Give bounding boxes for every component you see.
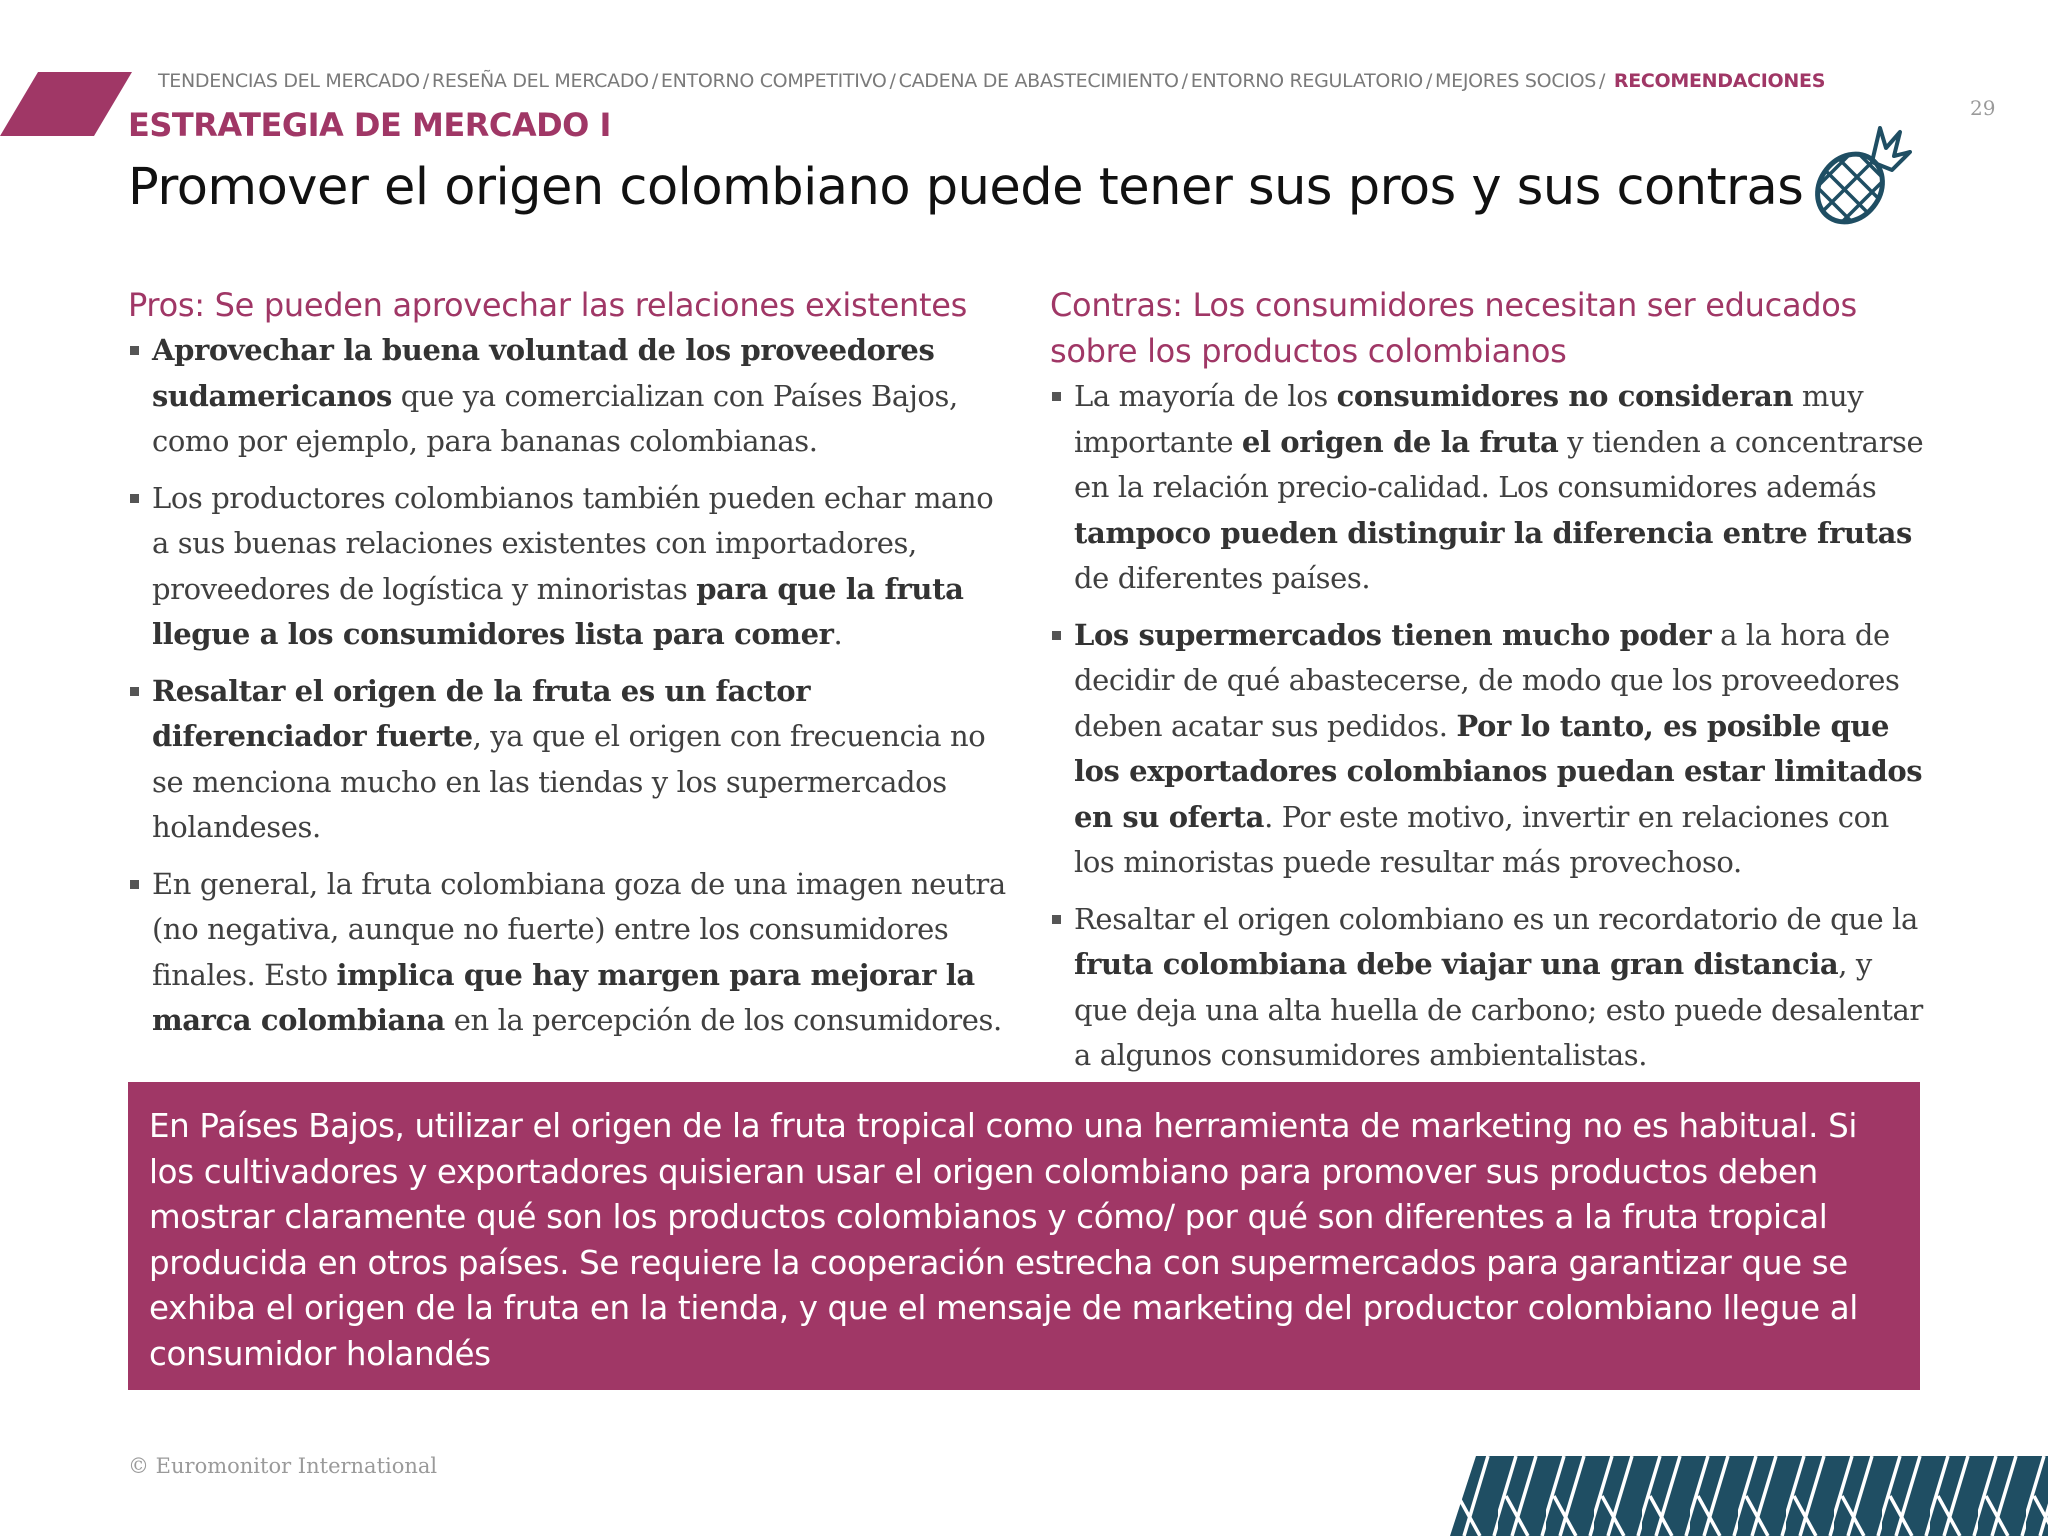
bullet-square-icon (1052, 392, 1061, 401)
bullet-text: . Por este motivo, invertir en relaciones con los minoristas puede resultar más provechoso. (1074, 799, 1889, 879)
breadcrumb-item-recomendaciones[interactable]: RECOMENDACIONES (1613, 70, 1826, 92)
breadcrumb-item-mejores-socios[interactable]: MEJORES SOCIOS (1435, 70, 1597, 92)
bullet-text: En general, la fruta colombiana goza de una imagen neutra (no negativa, aunque no fuerte) entre los consumidores finales. Esto (152, 866, 1006, 992)
bullet-text: en la percepción de los consumidores. (444, 1003, 1002, 1037)
bullet-emphasis: tampoco pueden distinguir la diferencia entre frutas (1074, 515, 1912, 550)
bullet-item (1050, 613, 1930, 886)
bullet-emphasis: Los supermercados tienen mucho poder (1074, 617, 1712, 652)
breadcrumb-separator: / (889, 70, 896, 92)
breadcrumb-separator: / (1181, 70, 1188, 92)
bullet-emphasis: consumidores no consideran (1336, 379, 1794, 413)
pros-heading: Pros: Se pueden aprovechar las relaciones existentes (128, 286, 967, 324)
breadcrumb-item-entorno-regulatorio[interactable]: ENTORNO REGULATORIO (1190, 70, 1423, 92)
bullet-text: que ya comercializan con Países Bajos, como por ejemplo, para bananas colombianas. (152, 378, 958, 458)
bullet-text: a la hora de decidir de qué abastecerse, de modo que los proveedores deben acatar sus pedidos. (1074, 617, 1900, 743)
bullet-emphasis: fruta colombiana debe viajar una gran distancia (1074, 947, 1839, 981)
cons-heading: Contras: Los consumidores necesitan ser educados sobre los productos colombianos (1050, 286, 1857, 370)
bullet-square-icon (130, 880, 139, 889)
bullet-item (128, 476, 1018, 658)
page-number: 29 (1970, 96, 1996, 120)
bullet-square-icon (130, 494, 139, 503)
bullet-square-icon (130, 346, 139, 355)
breadcrumb-separator: / (1599, 70, 1606, 92)
bullet-square-icon (1052, 915, 1061, 924)
bullet-item (128, 862, 1018, 1044)
breadcrumb-item-entorno-competitivo[interactable]: ENTORNO COMPETITIVO (660, 70, 887, 92)
callout-text: En Países Bajos, utilizar el origen de la fruta tropical como una herramienta de marketing no es habitual. Si los cultivadores y exportadores quisieran usar el origen colombiano para promover sus productos deben mostrar claramente qué son los productos colombianos y cómo/ por qué son diferentes a la fruta tropical producida en otros países. Se requiere la cooperación estrecha con supermercados para garantizar que se exhiba el origen de la fruta en la tienda, y que el mensaje de marketing del productor colombiano llegue al consumidor holandés (149, 1107, 1858, 1373)
bullet-text: La mayoría de los (1074, 379, 1337, 413)
breadcrumb (158, 70, 1858, 92)
bullet-item (1050, 897, 1930, 1079)
copyright: © Euromonitor International (128, 1454, 438, 1478)
bullet-text: Los productores colombianos también pueden echar mano a sus buenas relaciones existentes con importadores, proveedores de logística y minoristas (152, 480, 994, 606)
bullet-emphasis: Por lo tanto, es posible que los exportadores colombianos puedan estar limitados en su oferta (1074, 708, 1923, 834)
bullet-emphasis: Resaltar el origen de la fruta es un factor diferenciador fuerte (152, 673, 811, 753)
breadcrumb-separator: / (651, 70, 658, 92)
breadcrumb-separator: / (1425, 70, 1433, 92)
bullet-item (1050, 374, 1930, 602)
bullet-text: y tienden a concentrarse en la relación precio-calidad. Los consumidores además (1074, 424, 1924, 504)
pineapple-icon (1802, 122, 1912, 232)
breadcrumb-item-cadena[interactable]: CADENA DE ABASTECIMIENTO (898, 70, 1179, 92)
bullet-item (128, 669, 1018, 851)
bullet-text: , y que deja una alta huella de carbono; esto puede desalentar a algunos consumidores ambientalistas. (1074, 947, 1923, 1072)
page-title: Promover el origen colombiano puede tener sus pros y sus contras (128, 158, 1804, 217)
breadcrumb-item-resena[interactable]: RESEÑA DEL MERCADO (431, 70, 649, 92)
bullet-emphasis: el origen de la fruta (1241, 424, 1559, 459)
bullet-item (128, 328, 1018, 465)
bullet-text: . (833, 617, 843, 651)
breadcrumb-item-tendencias[interactable]: TENDENCIAS DEL MERCADO (158, 70, 420, 92)
cons-list (1050, 374, 1930, 1079)
conclusion-callout (128, 1082, 1920, 1390)
pros-column (128, 282, 1018, 1055)
bullet-text: , ya que el origen con frecuencia no se menciona mucho en las tiendas y los supermercados holandeses. (152, 719, 986, 844)
accent-bar (0, 72, 132, 136)
bullet-square-icon (1052, 631, 1061, 640)
breadcrumb-separator: / (422, 70, 429, 92)
bullet-text: de diferentes países. (1074, 561, 1371, 595)
bullet-emphasis: para que la fruta llegue a los consumidores lista para comer (152, 571, 964, 651)
pros-list (128, 328, 1018, 1044)
bullet-emphasis: Aprovechar la buena voluntad de los proveedores sudamericanos (152, 333, 935, 413)
bullet-square-icon (130, 687, 139, 696)
section-label: ESTRATEGIA DE MERCADO I (128, 106, 611, 144)
decorative-pattern (1450, 1456, 2048, 1536)
bullet-text: Resaltar el origen colombiano es un recordatorio de que la (1074, 901, 1918, 936)
bullet-emphasis: implica que hay margen para mejorar la marca colombiana (152, 957, 975, 1037)
bullet-text: muy importante (1074, 379, 1864, 459)
cons-column (1050, 282, 1930, 1090)
